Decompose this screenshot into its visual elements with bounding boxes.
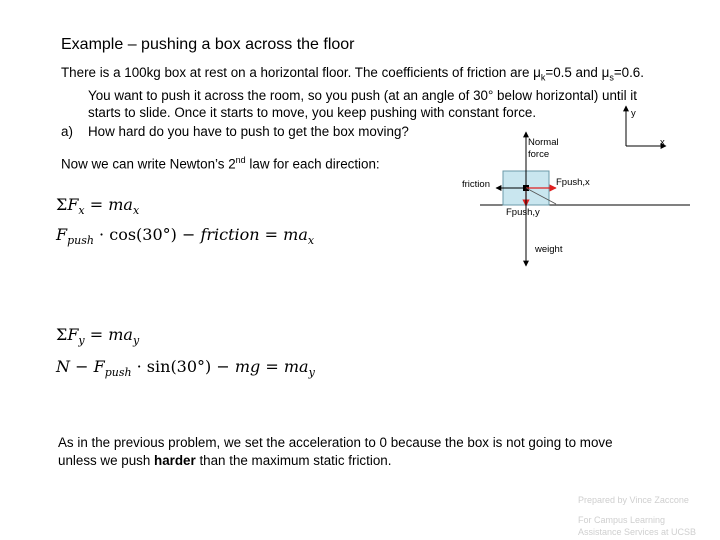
equation-y-expanded: $N - F_{push} \cdot \sin(30^\circ)$ − mg = $ma_y$ <box>56 357 315 379</box>
question-label: a) <box>61 124 73 139</box>
question-text: How hard do you have to push to get the box moving? <box>88 124 409 139</box>
fpush-y-label: Fpush,y <box>506 207 540 218</box>
axis-x-label: x <box>660 137 665 148</box>
problem-line-1: There is a 100kg box at rest on a horizontal floor. The coefficients of friction are $\mu_k=0.5$ and $\mu_s=0.6$. <box>61 65 644 83</box>
normal-label-1: Normal <box>528 137 559 148</box>
fpush-x-label: Fpush,x <box>556 177 590 188</box>
equation-x-expanded: $F_{push} \cdot \cos(30^\circ)$ − friction = $ma_x$ <box>56 225 315 247</box>
conclusion-text: As in the previous problem, we set the acceleration to 0 because the box is not going to move unless we push harder than the maximum static friction. <box>58 435 613 468</box>
credit-org: For Campus Learning Assistance Services at UCSB <box>578 515 697 537</box>
equation-sum-fx: $\Sigma F_x = ma_x$ <box>56 195 140 217</box>
axis-y-label: y <box>631 108 636 119</box>
problem-line-2: You want to push it across the room, so you push (at an angle of 30° below horizontal) until it <box>88 87 637 103</box>
problem-line-3: starts to slide. Once it starts to move, you keep pushing with constant force. <box>88 104 537 120</box>
normal-label-2: force <box>528 149 550 160</box>
equation-sum-fy: $\Sigma F_y = ma_y$ <box>56 325 140 347</box>
slide-title: Example – pushing a box across the floor <box>61 36 355 53</box>
weight-label: weight <box>535 244 563 255</box>
newton-intro: Now we can write Newton’s 2nd law for each direction: <box>61 155 380 172</box>
friction-label: friction <box>462 179 490 190</box>
axes-indicator <box>626 106 666 148</box>
credit-author: Prepared by Vince Zaccone <box>578 495 689 505</box>
